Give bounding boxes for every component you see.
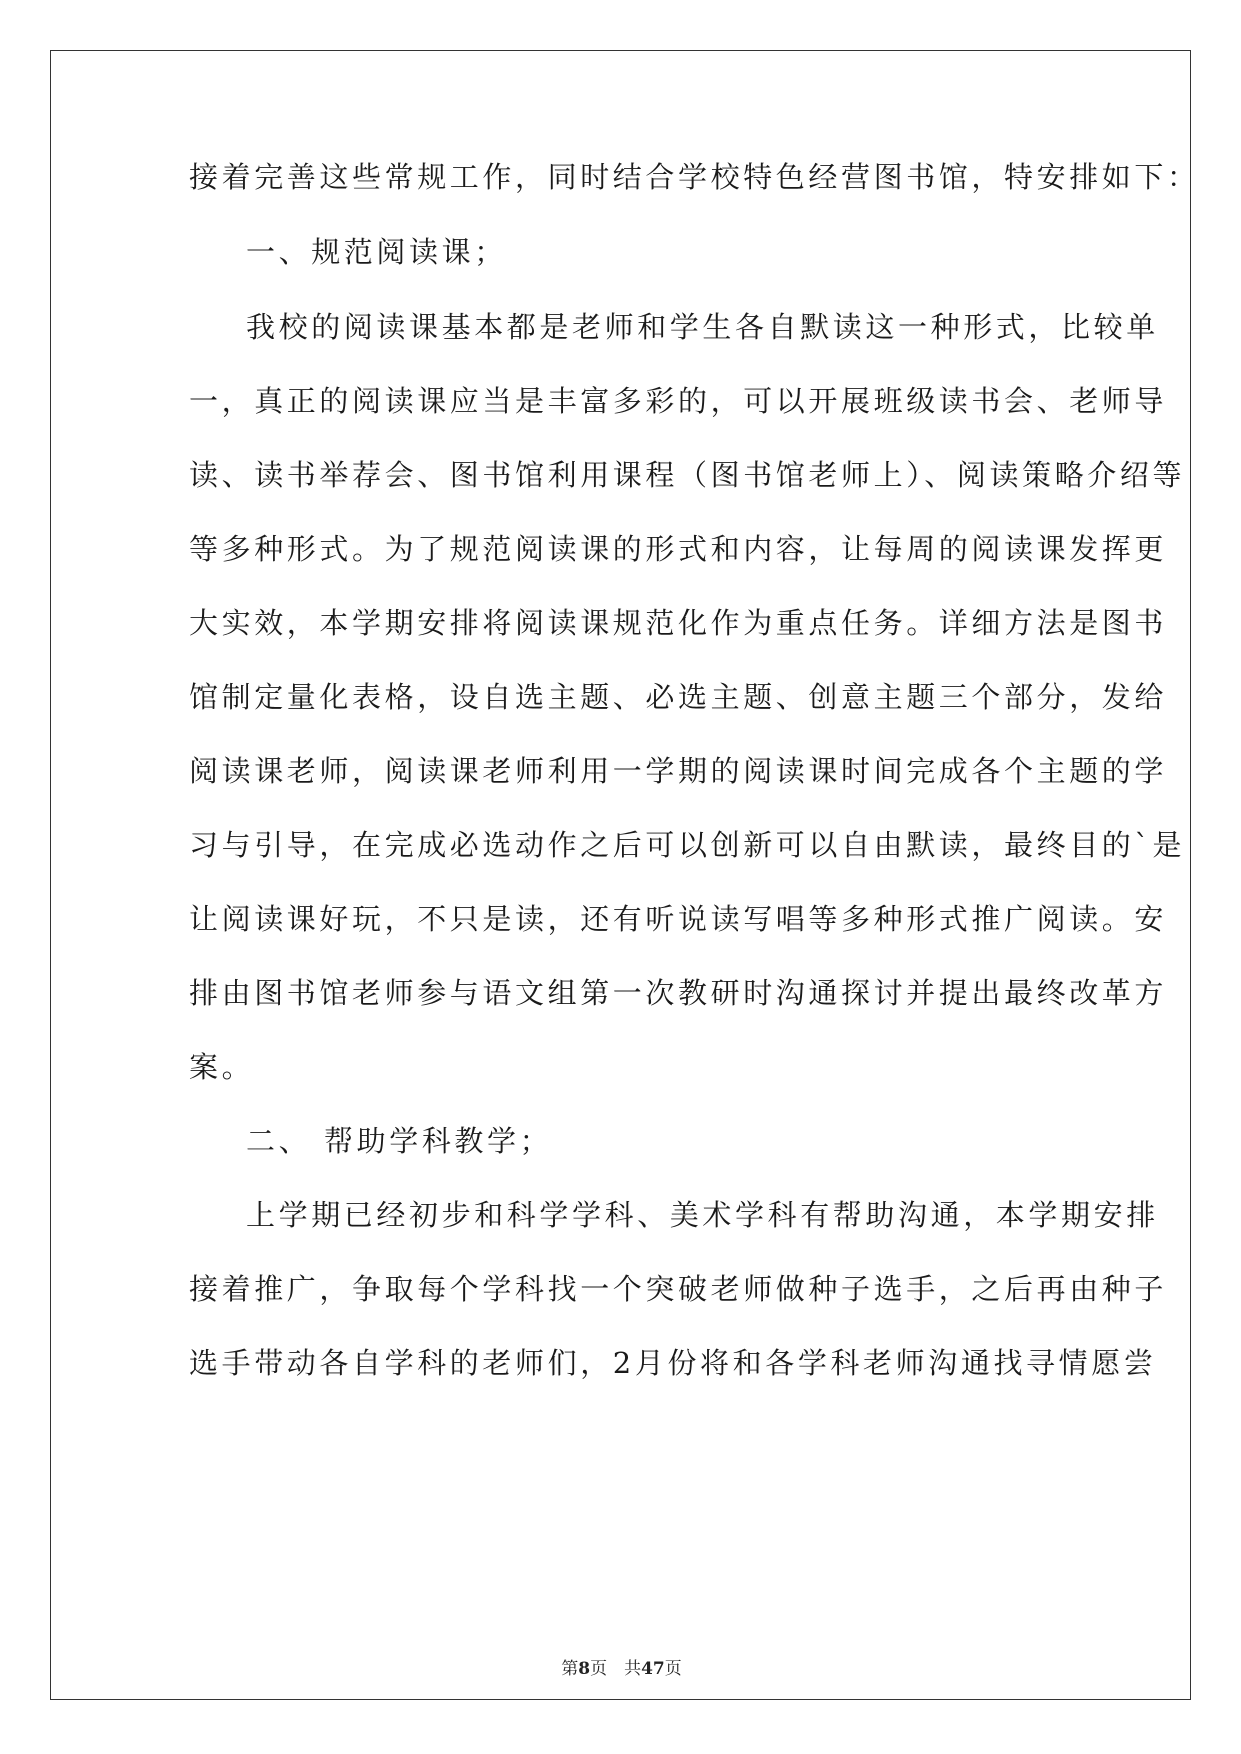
text-line: 让阅读课好玩，不只是读，还有听说读写唱等多种形式推广阅读。安 xyxy=(189,902,1168,936)
page-footer xyxy=(51,1654,1192,1679)
text-line: 习与引导，在完成必选动作之后可以创新可以自由默读，最终目的`是 xyxy=(189,828,1186,862)
section-heading: 一、规范阅读课； xyxy=(246,235,507,269)
text-line: 接着完善这些常规工作，同时结合学校特色经营图书馆，特安排如下： xyxy=(189,160,1200,194)
text-line: 上学期已经初步和科学学科、美术学科有帮助沟通，本学期安排 xyxy=(246,1198,1159,1232)
text-line: 阅读课老师，阅读课老师利用一学期的阅读课时间完成各个主题的学 xyxy=(189,754,1168,788)
page-prefix: 第 xyxy=(561,1659,579,1679)
text-line: 大实效，本学期安排将阅读课规范化作为重点任务。详细方法是图书 xyxy=(189,606,1168,640)
page-number: 8 xyxy=(578,1659,591,1679)
text-line: 等多种形式。为了规范阅读课的形式和内容，让每周的阅读课发挥更 xyxy=(189,532,1168,566)
text-line: 一，真正的阅读课应当是丰富多彩的，可以开展班级读书会、老师导 xyxy=(189,384,1168,418)
text-line: 馆制定量化表格，设自选主题、必选主题、创意主题三个部分，发给 xyxy=(189,680,1168,714)
page-frame xyxy=(50,50,1200,1700)
text-line: 案。 xyxy=(189,1050,255,1084)
page-mid: 页 共 xyxy=(590,1659,642,1679)
text-line: 读、读书举荐会、图书馆利用课程（图书馆老师上）、阅读策略介绍等 xyxy=(189,458,1186,492)
text-line: 我校的阅读课基本都是老师和学生各自默读这一种形式，比较单 xyxy=(246,310,1159,344)
text-line: 排由图书馆老师参与语文组第一次教研时沟通探讨并提出最终改革方 xyxy=(189,976,1168,1010)
page-suffix: 页 xyxy=(664,1659,682,1679)
total-pages: 47 xyxy=(641,1659,665,1679)
text-line: 选手带动各自学科的老师们，2月份将和各学科老师沟通找寻情愿尝 xyxy=(189,1346,1157,1380)
text-line: 接着推广，争取每个学科找一个突破老师做种子选手，之后再由种子 xyxy=(189,1272,1168,1306)
section-heading: 二、 帮助学科教学； xyxy=(246,1124,553,1158)
